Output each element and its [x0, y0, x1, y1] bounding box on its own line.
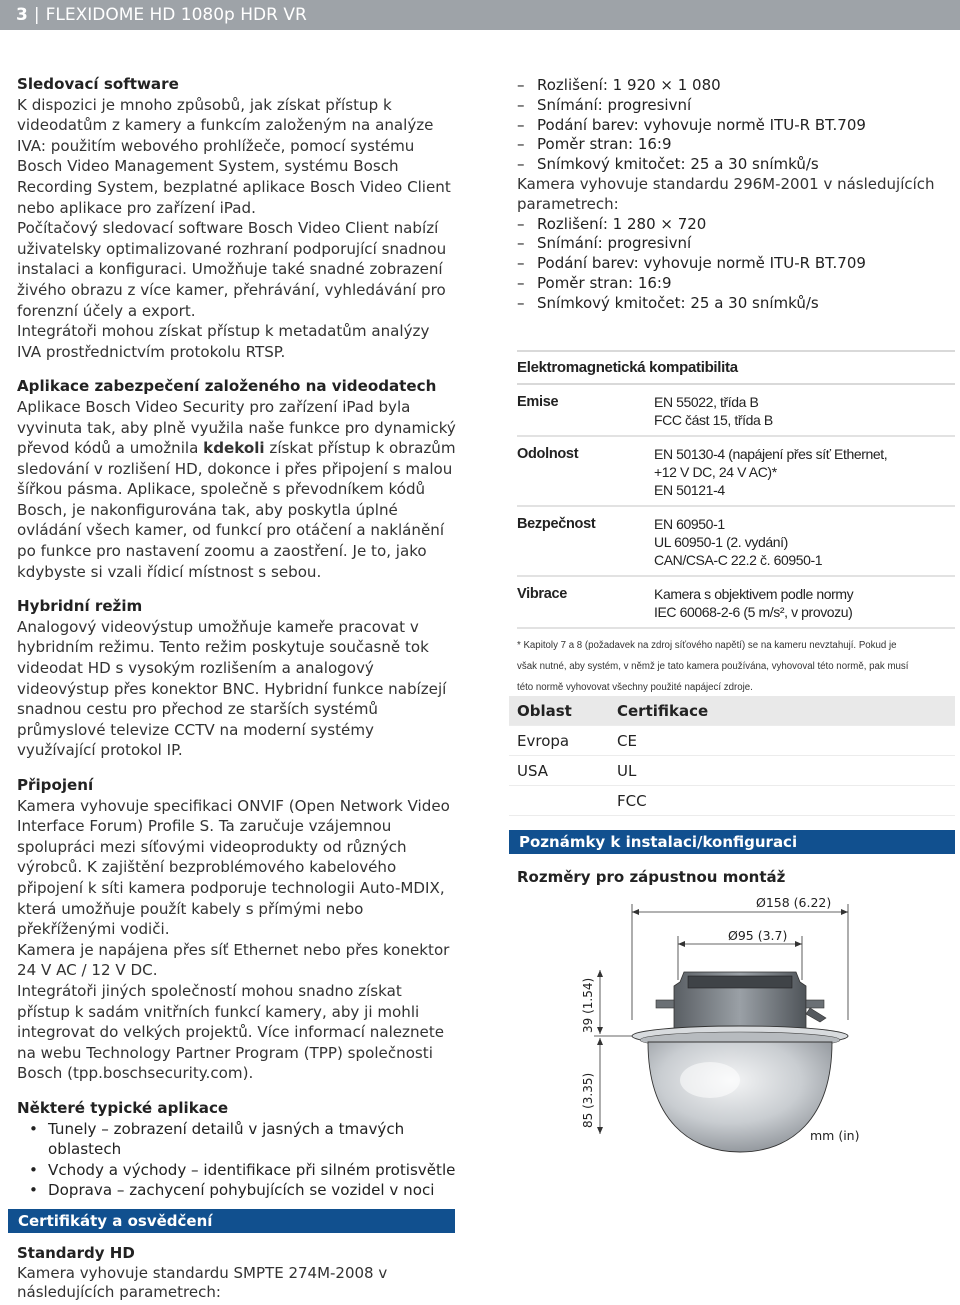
arrow-icon: [795, 941, 802, 947]
footnote-line: však nutné, aby systém, v němž je tato kamera používána, vyhovoval této normě, pak musí: [517, 661, 909, 672]
header-separator: |: [33, 5, 40, 25]
arrow-icon: [597, 970, 603, 977]
table-row: [517, 577, 955, 629]
arrow-icon: [841, 909, 848, 915]
emc-value: [654, 585, 955, 621]
typical-apps-list: [17, 1119, 457, 1201]
column-header-region: Oblast: [517, 701, 572, 720]
table-row: [517, 385, 955, 437]
table-row: [509, 786, 955, 816]
arrow-icon: [597, 1027, 603, 1034]
table-row: [509, 756, 955, 786]
table-row: [517, 437, 955, 507]
certificates-section-bar: Certifikáty a osvědčení: [8, 1209, 455, 1233]
list-item: • Vchody a východy – identifikace při silném protisvětle: [17, 1160, 457, 1181]
software-paragraph-3: Integrátoři mohou získat přístup k metadatům analýzy IVA prostřednictvím protokolu RTSP.: [17, 322, 430, 361]
security-app-text-bold: kdekoli: [203, 439, 265, 458]
table-row: [517, 507, 955, 577]
page-number: 3: [16, 5, 28, 25]
hd1080-params-list: [475, 76, 955, 175]
emc-value-line: EN 60950-1: [654, 516, 725, 532]
list-item: – Snímkový kmitočet: 25 a 30 snímků/s: [475, 294, 955, 314]
standard-hd-section: [17, 1244, 457, 1303]
software-paragraph-2: Počítačový sledovací software Bosch Video Client nabízí uživatelsky optimalizované rozhraní podporující snadnou instalaci a konfiguraci. Umožňuje také snadné zobrazení živého obrazu z více kamer, přehrávání, vyhledávání pro forenzní účely a export.: [17, 219, 447, 320]
table-row: [509, 726, 955, 756]
hd720-params-list: [475, 215, 955, 314]
list-item: – Rozlišení: 1 280 × 720: [475, 215, 955, 235]
emc-value: [654, 393, 955, 429]
emc-title: Elektromagnetická kompatibilita: [517, 359, 738, 376]
security-app-text-a: Aplikace Bosch Video Security pro zařízení iPad byla vyvinuta tak, aby plně využila naše funkce pro dynamický převod kódů a umožnila: [17, 397, 456, 458]
left-column: [17, 74, 457, 1201]
emc-value-line: UL 60950-1 (2. vydání): [654, 534, 788, 550]
mount-clip: [806, 1008, 826, 1022]
hybrid-paragraph: Analogový videovýstup umožňuje kameře pracovat v hybridním režimu. Tento režim poskytuje současně tok videodat HD s vysokým rozlišením a analogový videovýstup přes konektor BNC. Hybridní funkce nabízejí snadnou cestu pro přechod ze starších systémů průmyslové televize CCTV na moderní systémy využívající protokol IP.: [17, 617, 447, 760]
installation-notes-bar: Poznámky k instalaci/konfiguraci: [509, 830, 955, 854]
arrow-icon: [632, 909, 639, 915]
connection-paragraph-3: Integrátoři jiných společností mohou snadno získat přístup k sadám vnitřních funkcí kamery, aby ji mohli integrovat do velkých projektů. Více informací naleznete na webu Technology Partner Program (TPP) společnosti Bosch (tpp.boschsecurity.com).: [17, 981, 445, 1083]
connection-paragraph-1: Kamera vyhovuje specifikaci ONVIF (Open Network Video Interface Forum) Profile S. Ta zaručuje vzájemnou spolupráci mezi síťovými videoprodukty od různých výrobců. K zajištění bezproblémového kabelového připojení k síti kamera podporuje technologii Auto-MDIX, která umožňuje použít kabely s přímými nebo překříženými vodiči.: [17, 796, 450, 939]
list-item: – Snímkový kmitočet: 25 a 30 snímků/s: [475, 155, 955, 175]
section-title-security-app: Aplikace zabezpečení založeného na videodatech: [17, 377, 437, 396]
list-item: – Snímání: progresivní: [475, 234, 955, 254]
table-cell: USA: [517, 761, 549, 780]
list-item: – Podání barev: vyhovuje normě ITU-R BT.709: [475, 254, 955, 274]
section-title-typical-apps: Některé typické aplikace: [17, 1098, 229, 1117]
height-85-label: 85 (3.35): [581, 1072, 595, 1128]
section-title-software: Sledovací software: [17, 75, 179, 93]
emc-key: Vibrace: [517, 586, 568, 602]
table-cell: FCC: [617, 791, 647, 810]
section-title-hybrid: Hybridní režim: [17, 597, 143, 616]
emc-key: Bezpečnost: [517, 516, 596, 532]
emc-value-line: EN 50130-4 (napájení přes síť Ethernet,: [654, 446, 888, 462]
table-cell: UL: [617, 761, 637, 780]
security-app-paragraph: [17, 397, 457, 582]
security-app-text-c: získat přístup k obrazům sledování v rozlišení HD, dokonce i přes připojení s malou šířkou pásma. Aplikace, společně s převodníkem kódů Bosch, je nakonfigurována tak, aby poskytla úplné ovládání všech kamer, od funkcí pro otáčení a naklánění po funkce pro nastavení zoomu a zaostření. Je to, jako kdybyste si vzali řídicí místnost s sebou.: [17, 439, 456, 581]
unit-label: mm (in): [810, 1128, 860, 1143]
emc-key: Emise: [517, 394, 559, 410]
list-item: – Poměr stran: 16:9: [475, 274, 955, 294]
camera-dome: [648, 1042, 832, 1152]
arrow-icon: [678, 941, 685, 947]
list-item: – Rozlišení: 1 920 × 1 080: [475, 76, 955, 96]
diameter-158-label: Ø158 (6.22): [756, 895, 832, 910]
footnote-line: této normě vyhovovat všechny použité napájecí zdroje.: [517, 682, 753, 693]
emc-value: [654, 445, 955, 499]
emc-value: [654, 515, 955, 569]
camera-top-plate: [688, 976, 792, 988]
emc-table: [517, 350, 955, 698]
emc-value-line: IEC 60068-2-6 (5 m/s², v provozu): [654, 604, 853, 620]
emc-value-line: Kamera s objektivem podle normy: [654, 586, 854, 602]
table-header-row: [509, 696, 955, 726]
hd720-intro: Kamera vyhovuje standardu 296M-2001 v následujících parametrech:: [517, 174, 935, 213]
list-item: • Tunely – zobrazení detailů v jasných a tmavých oblastech: [17, 1119, 457, 1160]
emc-footnote: [517, 635, 955, 698]
document-title: FLEXIDOME HD 1080p HDR VR: [45, 5, 307, 25]
column-header-certification: Certifikace: [617, 701, 709, 720]
section-title-connection: Připojení: [17, 776, 94, 794]
software-paragraph-1: K dispozici je mnoho způsobů, jak získat přístup k videodatům z kamery a funkcím založeným na analýze IVA: použitím webového prohlížeče, pomocí systému Bosch Video Management System, systému Bosch Recording System, bezplatné aplikace Bosch Video Client nebo aplikace pro zařízení iPad.: [17, 95, 451, 217]
table-cell: Evropa: [517, 731, 570, 750]
dome-highlight: [680, 1062, 740, 1098]
height-39-label: 39 (1.54): [581, 977, 595, 1033]
list-item: • Doprava – zachycení pohybujících se vozidel v noci: [17, 1180, 457, 1201]
page-header: [0, 0, 960, 30]
emc-value-line: EN 55022, třída B: [654, 394, 759, 410]
dimensions-title: Rozměry pro zápustnou montáž: [517, 868, 786, 886]
mount-clip: [806, 1000, 824, 1008]
arrow-icon: [597, 1038, 603, 1045]
emc-value-line: EN 50121-4: [654, 482, 725, 498]
standard-hd-paragraph: Kamera vyhovuje standardu SMPTE 274M-2008 v následujících parametrech:: [17, 1263, 388, 1301]
diameter-95-label: Ø95 (3.7): [728, 928, 788, 943]
list-item: – Podání barev: vyhovuje normě ITU-R BT.709: [475, 116, 955, 136]
list-item: – Snímání: progresivní: [475, 96, 955, 116]
mount-clip: [656, 1000, 674, 1008]
connection-paragraph-2: Kamera je napájena přes síť Ethernet nebo přes konektor 24 V AC / 12 V DC.: [17, 940, 450, 980]
certification-table: [509, 696, 955, 816]
flush-mount-dimension-drawing: [560, 890, 880, 1160]
emc-value-line: CAN/CSA-C 22.2 č. 60950-1: [654, 552, 823, 568]
emc-key: Odolnost: [517, 446, 579, 462]
list-item: – Poměr stran: 16:9: [475, 135, 955, 155]
right-column: [517, 76, 955, 314]
table-cell: CE: [617, 731, 637, 750]
section-title-standard-hd: Standardy HD: [17, 1244, 135, 1262]
emc-value-line: FCC část 15, třída B: [654, 412, 773, 428]
emc-value-line: +12 V DC, 24 V AC)*: [654, 464, 777, 480]
footnote-line: * Kapitoly 7 a 8 (požadavek na zdroj síťového napětí) se na kameru nevztahují. Pokud je: [517, 640, 897, 651]
arrow-icon: [597, 1127, 603, 1134]
